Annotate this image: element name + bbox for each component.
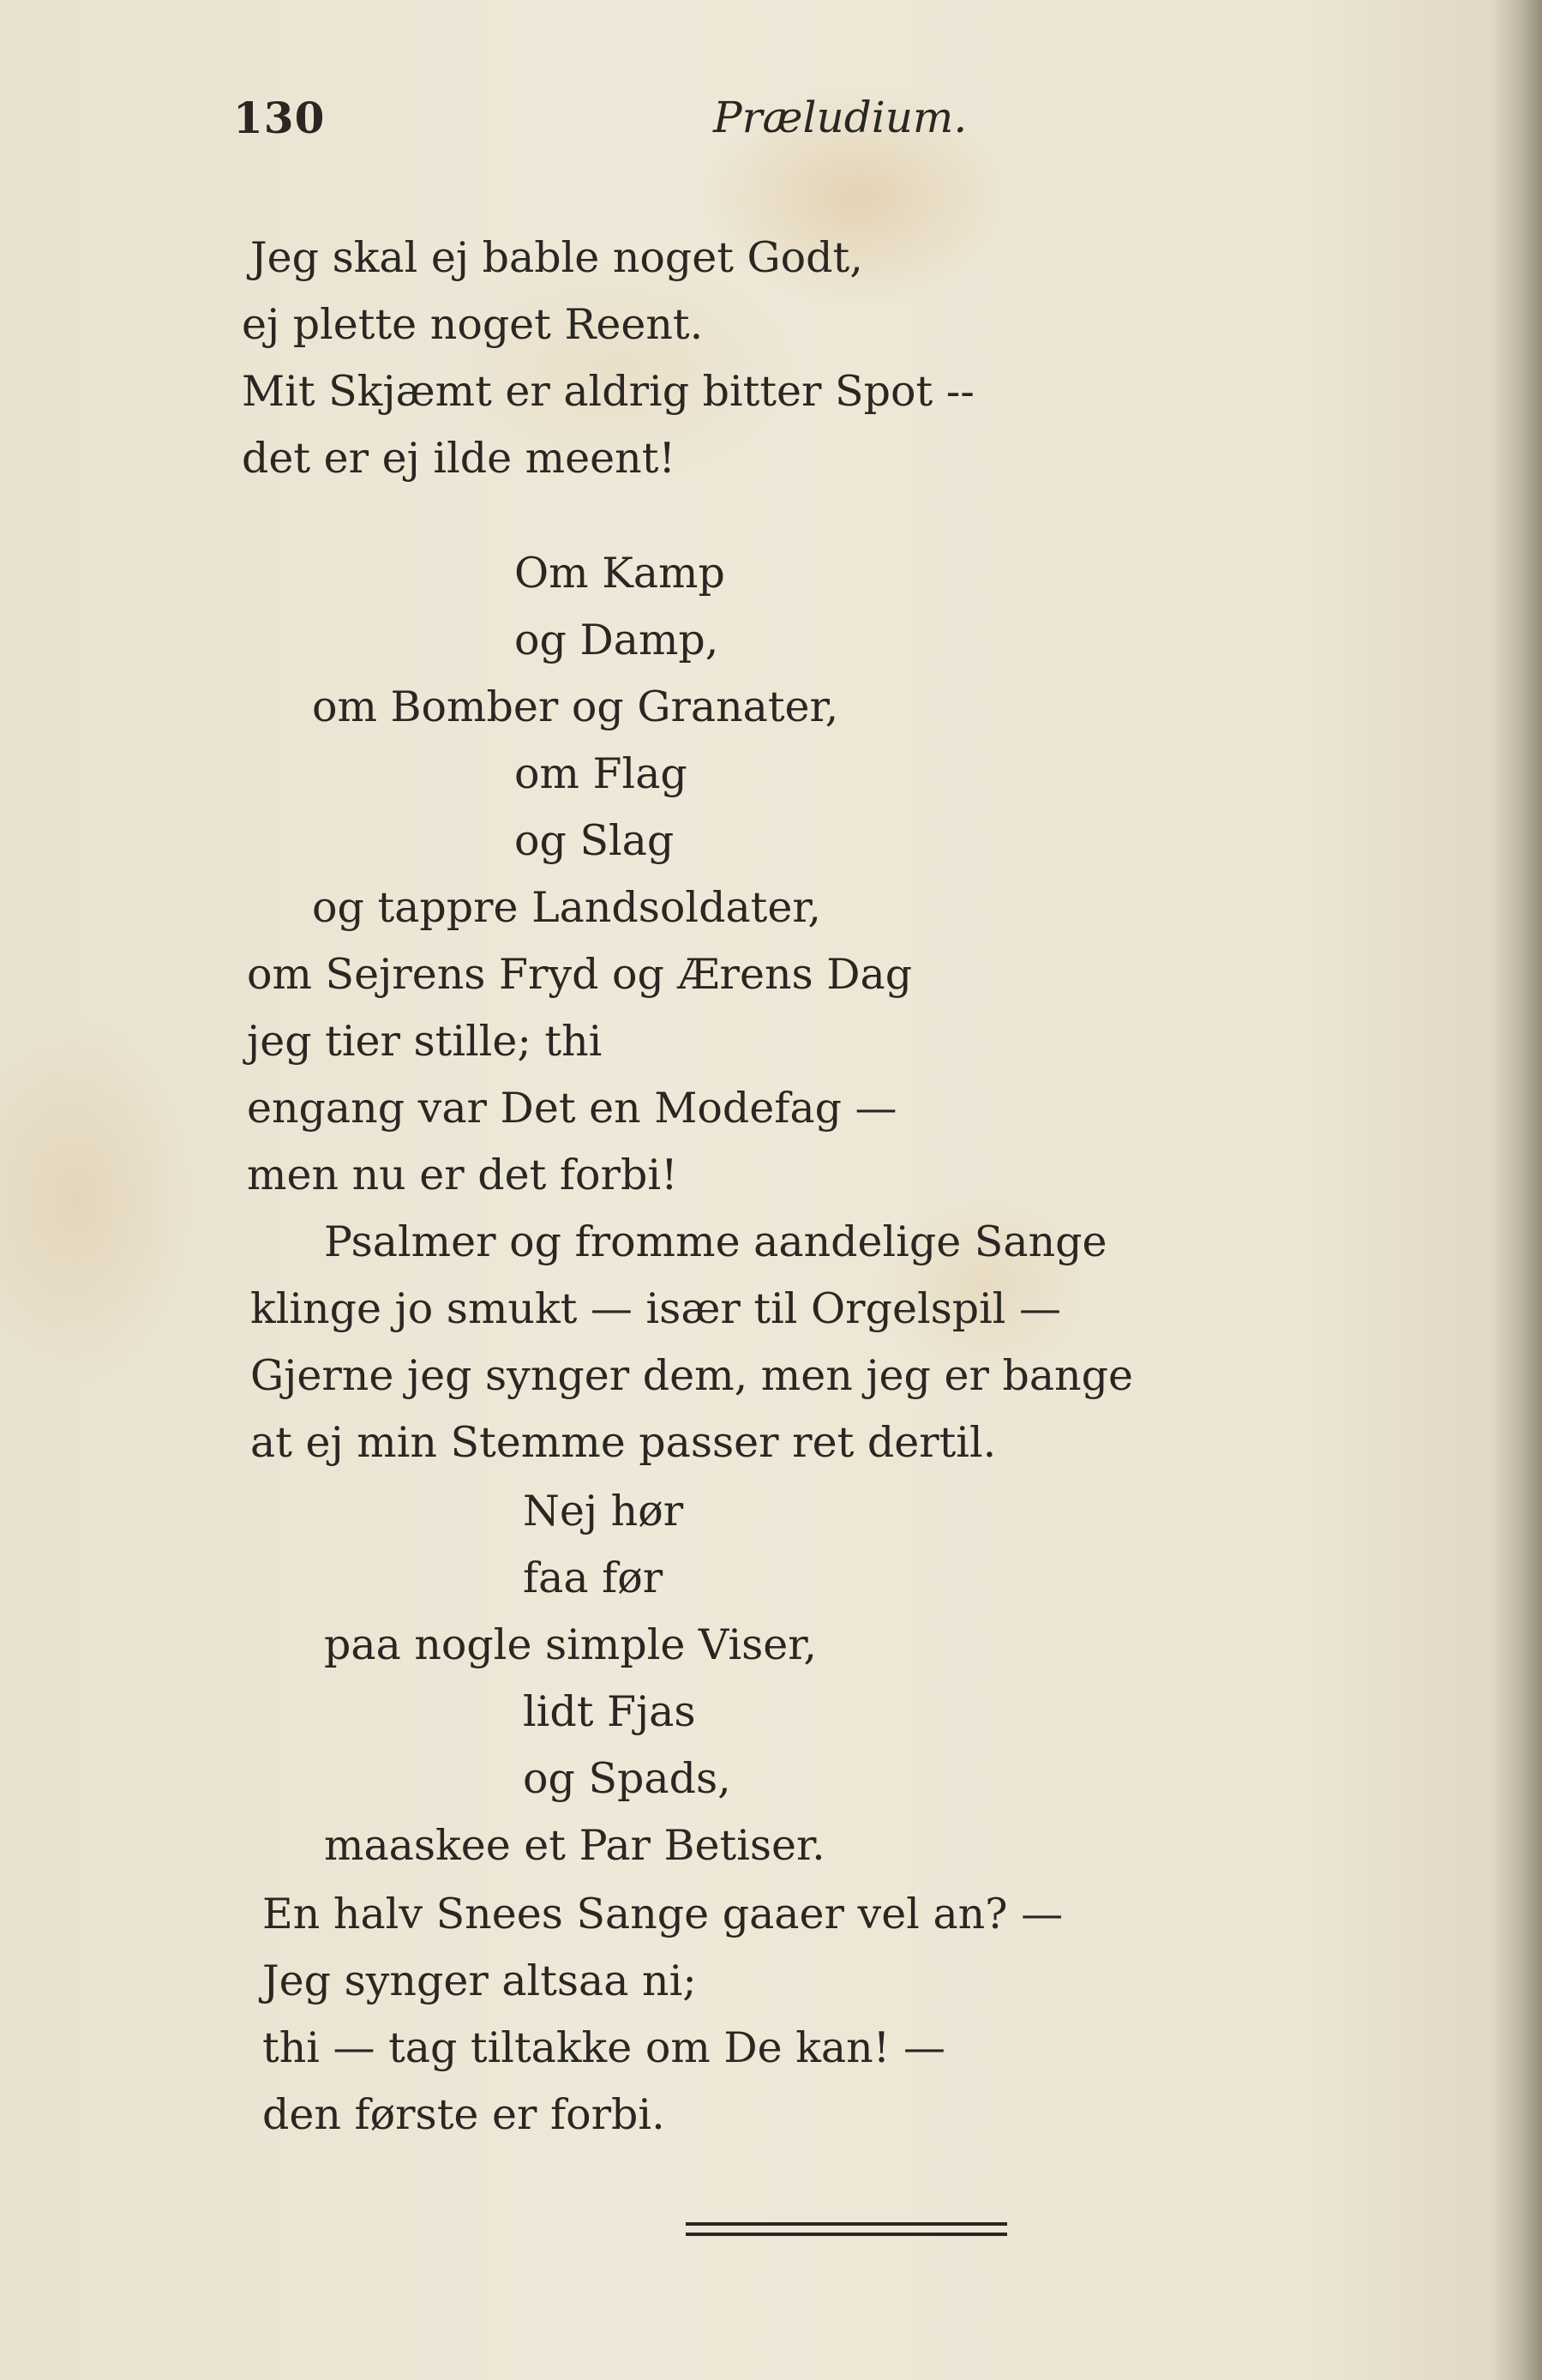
poem-line: Mit Skjæmt er aldrig bitter Spot --	[242, 367, 975, 416]
poem-line: om Flag	[514, 749, 687, 798]
poem-line: Psalmer og fromme aandelige Sange	[324, 1217, 1107, 1266]
poem-line: faa før	[523, 1554, 663, 1602]
poem-line: En halv Snees Sange gaaer vel an? —	[262, 1890, 1064, 1938]
poem-line: og Spads,	[523, 1754, 731, 1803]
poem-line: om Sejrens Fryd og Ærens Dag	[247, 950, 913, 999]
poem-line: klinge jo smukt — især til Orgelspil —	[250, 1284, 1062, 1333]
poem-line: det er ej ilde meent!	[242, 434, 676, 483]
poem-line: og Damp,	[514, 616, 719, 664]
page-edge-shadow	[1492, 0, 1542, 2380]
page-number: 130	[233, 93, 326, 143]
poem-line: Jeg skal ej bable noget Godt,	[250, 233, 863, 282]
poem-line: thi — tag tiltakke om De kan! —	[262, 2023, 945, 2072]
poem-line: maaskee et Par Betiser.	[324, 1821, 825, 1870]
poem-line: og Slag	[514, 816, 675, 865]
poem-line: paa nogle simple Viser,	[324, 1620, 817, 1669]
poem-line: den første er forbi.	[262, 2090, 665, 2139]
poem-line: Jeg synger altsaa ni;	[262, 1956, 697, 2005]
poem-line: at ej min Stemme passer ret dertil.	[250, 1418, 997, 1467]
poem-line: engang var Det en Modefag —	[247, 1084, 897, 1133]
running-title: Præludium.	[713, 93, 968, 142]
poem-line: og tappre Landsoldater,	[312, 883, 821, 932]
poem-line: Gjerne jeg synger dem, men jeg er bange	[250, 1351, 1133, 1400]
poem-line: Nej hør	[523, 1487, 684, 1536]
poem-line: om Bomber og Granater,	[312, 682, 839, 731]
poem-line: lidt Fjas	[523, 1687, 696, 1736]
poem-line: ej plette noget Reent.	[242, 300, 704, 349]
end-double-rule	[686, 2222, 1007, 2236]
poem-line: men nu er det forbi!	[247, 1151, 678, 1199]
poem-line: jeg tier stille; thi	[247, 1017, 603, 1066]
poem-line: Om Kamp	[514, 549, 725, 598]
